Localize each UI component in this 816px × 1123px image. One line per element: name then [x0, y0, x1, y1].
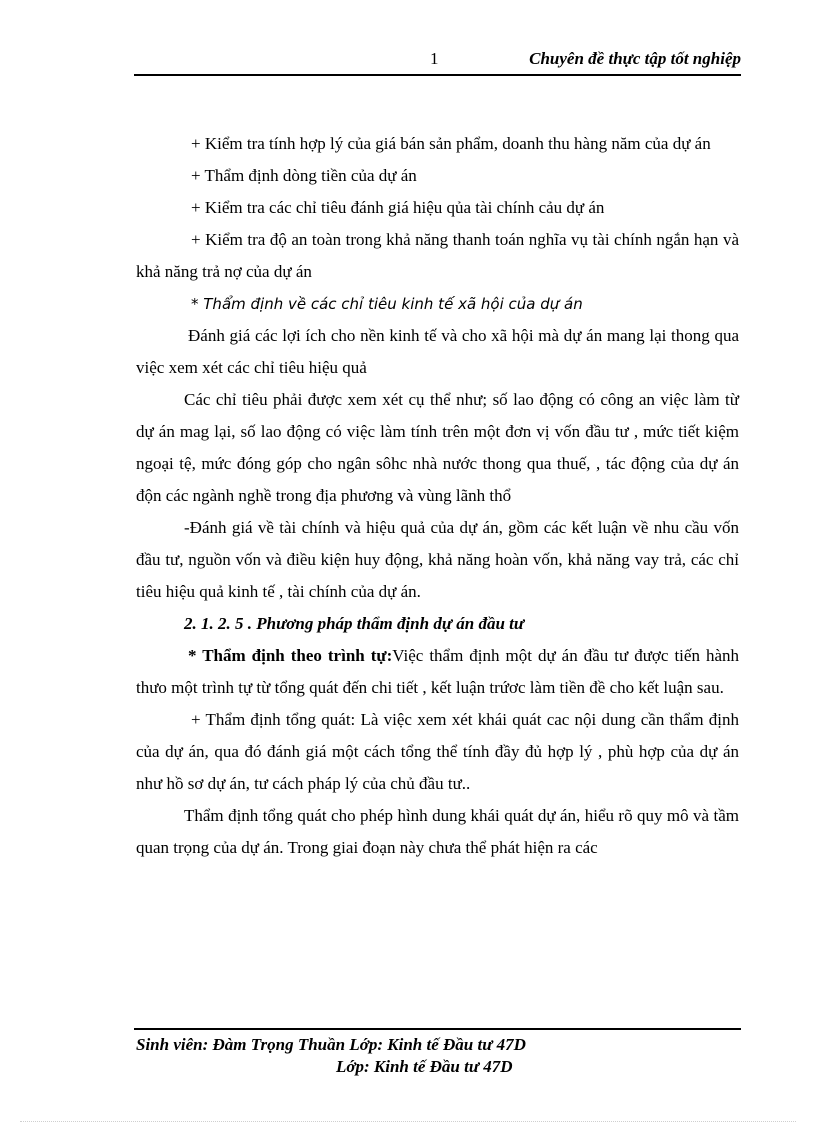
page-number: 1: [430, 49, 439, 68]
paragraph-financial-indicators: + Kiểm tra các chỉ tiêu đánh giá hiệu qủa tài chính cảu dự án: [191, 198, 605, 217]
document-body: [136, 128, 739, 864]
footer-class-line: Lớp: Kinh tế Đầu tư 47D: [336, 1057, 513, 1076]
paragraph-socioeconomic-title: * Thẩm định về các chỉ tiêu kinh tế xã hội của dự án: [191, 295, 583, 313]
footer-student-line: Sinh viên: Đàm Trọng Thuần Lớp: Kinh tế Đầu tư 47D: [136, 1035, 526, 1054]
section-heading: 2. 1. 2. 5 . Phương pháp thẩm định dự án đầu tư: [184, 614, 525, 633]
sequential-appraisal-lead: * Thẩm định theo trình tự:: [188, 646, 393, 665]
paragraph-cashflow: + Thẩm định dòng tiền của dự án: [191, 166, 417, 185]
page-edge-divider: [20, 1121, 796, 1122]
paragraph-indicators-detail: Các chỉ tiêu phải được xem xét cụ thể như; số lao động có công an việc làm từ dự án mag lại, số lao động có việc làm tính trên một đơn vị vốn đầu tư , mức tiết kiệm ngoại tệ, mức đóng góp cho ngân sôhc nhà nước thong qua thuế, , tác động của dự án độn các ngành nghề trong địa phương và vùng lãnh thổ: [136, 390, 739, 505]
paragraph-general-appraisal: + Thẩm định tổng quát: Là việc xem xét khái quát cac nội dung cần thẩm định của dự án, qua đó đánh giá một cách tổng thể tính đầy đủ hợp lý , phù hợp của dự án như hồ sơ dự án, tư cách pháp lý của chủ đầu tư..: [136, 710, 739, 793]
sequential-appraisal-text: Việc thẩm định một dự án đầu tư được tiến hành thưo một trình tự từ tổng quát đến chi tiết , kết luận trứơc làm tiền đề cho kết luận sau.: [136, 646, 739, 697]
paragraph-safety-check: + Kiểm tra độ an toàn trong khả năng thanh toán nghĩa vụ tài chính ngắn hạn và khả năng trả nợ của dự án: [136, 230, 739, 281]
page-header: [134, 48, 741, 76]
page-footer: [134, 1028, 741, 1076]
paragraph-sequential-appraisal: [136, 640, 739, 704]
header-title: Chuyên đề thực tập tốt nghiệp: [529, 49, 741, 68]
paragraph-financial-assessment: -Đánh giá về tài chính và hiệu quả của dự án, gồm các kết luận về nhu cầu vốn đầu tư, nguồn vốn và điều kiện huy động, khả năng hoàn vốn, khả năng vay trả, các chỉ tiêu hiệu quả kinh tế , tài chính của dự án.: [136, 518, 739, 601]
paragraph-general-appraisal-scope: Thẩm định tổng quát cho phép hình dung khái quát dự án, hiểu rõ quy mô và tầm quan trọng của dự án. Trong giai đoạn này chưa thể phát hiện ra các: [136, 806, 739, 857]
paragraph-benefits: Đánh giá các lợi ích cho nền kinh tế và cho xã hội mà dự án mang lại thong qua việc xem xét các chỉ tiêu hiệu quả: [136, 326, 739, 377]
paragraph-check-price-revenue: + Kiểm tra tính hợp lý của giá bán sản phẩm, doanh thu hàng năm của dự án: [191, 134, 711, 153]
